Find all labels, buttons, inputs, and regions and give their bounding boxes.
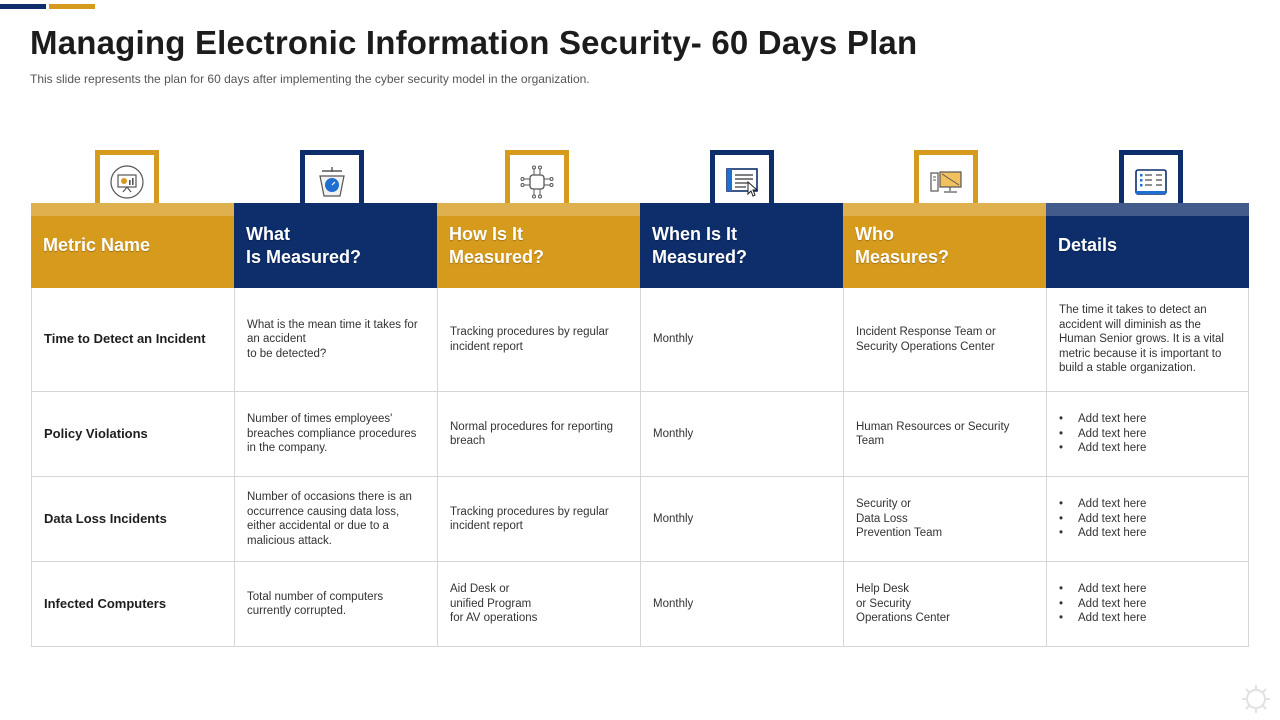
table-row xyxy=(31,288,1249,392)
table-row xyxy=(31,562,1249,647)
header-what-is-measured: What Is Measured? xyxy=(234,203,437,288)
details-cell: The time it takes to detect an accident will diminish as the Human Senior grows. It is a vital metric because it is important to build a stable organization. xyxy=(1046,288,1249,391)
slide-subtitle: This slide represents the plan for 60 days after implementing the cyber security model in the organization. xyxy=(30,72,590,86)
header-how-is-it-measured: How Is It Measured? xyxy=(437,203,640,288)
who-cell: Security or Data Loss Prevention Team xyxy=(843,477,1046,561)
what-cell: Number of occasions there is an occurrence causing data loss, either accidental or due to a malicious attack. xyxy=(234,477,437,561)
table-header-row xyxy=(31,203,1249,288)
who-cell: Human Resources or Security Team xyxy=(843,392,1046,476)
metric-name-cell: Time to Detect an Incident xyxy=(31,288,234,391)
what-cell: Number of times employees' breaches compliance procedures in the company. xyxy=(234,392,437,476)
details-cell xyxy=(1046,477,1249,561)
metric-name-cell: Data Loss Incidents xyxy=(31,477,234,561)
table-row xyxy=(31,477,1249,562)
details-bullet: • Add text here xyxy=(1059,582,1146,597)
when-cell: Monthly xyxy=(640,392,843,476)
how-cell: Tracking procedures by regular incident report xyxy=(437,288,640,391)
header-who-measures: Who Measures? xyxy=(843,203,1046,288)
details-bullet: • Add text here xyxy=(1059,497,1146,512)
gear-watermark-icon xyxy=(1240,683,1272,720)
details-cell xyxy=(1046,392,1249,476)
details-bullet: • Add text here xyxy=(1059,512,1146,527)
details-bullet: • Add text here xyxy=(1059,597,1146,612)
details-bullet: • Add text here xyxy=(1059,441,1146,456)
how-cell: Tracking procedures by regular incident report xyxy=(437,477,640,561)
what-cell: Total number of computers currently corrupted. xyxy=(234,562,437,646)
how-cell: Normal procedures for reporting breach xyxy=(437,392,640,476)
header-metric-name: Metric Name xyxy=(31,203,234,288)
when-cell: Monthly xyxy=(640,288,843,391)
header-when-is-it-measured: When Is It Measured? xyxy=(640,203,843,288)
details-bullet: • Add text here xyxy=(1059,526,1146,541)
metrics-table xyxy=(31,203,1249,647)
when-cell: Monthly xyxy=(640,562,843,646)
when-cell: Monthly xyxy=(640,477,843,561)
accent-bar-blue xyxy=(0,4,46,9)
what-cell: What is the mean time it takes for an accident to be detected? xyxy=(234,288,437,391)
details-bullet: • Add text here xyxy=(1059,611,1146,626)
accent-bar-gold xyxy=(49,4,95,9)
header-details: Details xyxy=(1046,203,1249,288)
slide-title: Managing Electronic Information Security- 60 Days Plan xyxy=(30,24,918,61)
metric-name-cell: Infected Computers xyxy=(31,562,234,646)
how-cell: Aid Desk or unified Program for AV operations xyxy=(437,562,640,646)
who-cell: Help Desk or Security Operations Center xyxy=(843,562,1046,646)
details-bullet: • Add text here xyxy=(1059,412,1146,427)
details-cell xyxy=(1046,562,1249,646)
details-bullet: • Add text here xyxy=(1059,427,1146,442)
metric-name-cell: Policy Violations xyxy=(31,392,234,476)
who-cell: Incident Response Team or Security Operations Center xyxy=(843,288,1046,391)
table-row xyxy=(31,392,1249,477)
